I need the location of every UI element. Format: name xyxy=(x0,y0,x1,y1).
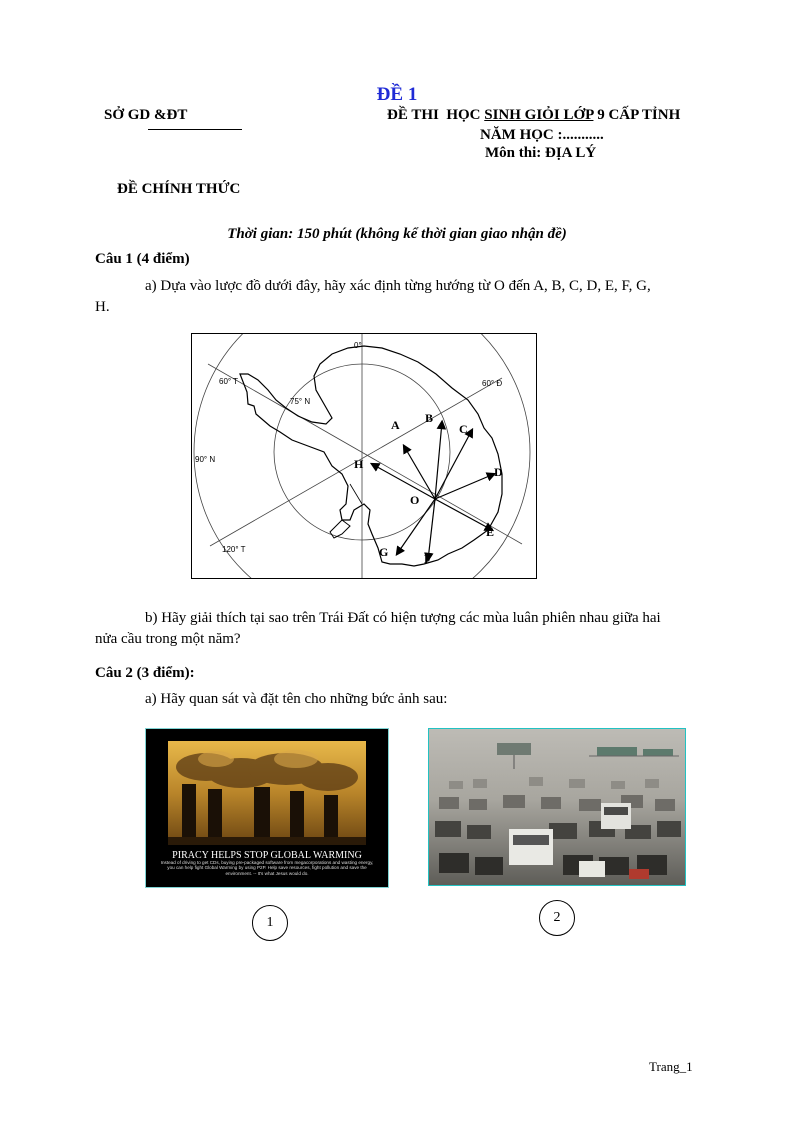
page-number: Trang_1 xyxy=(649,1059,693,1074)
question-1a-line1: a) Dựa vào lược đồ dưới đây, hãy xác định từng hướng từ O đến A, B, C, D, E, F, G, xyxy=(145,278,651,294)
label-60-east: 60° Đ xyxy=(482,379,503,388)
question-1b-line2: nửa cầu trong một năm? xyxy=(95,631,241,647)
antarctica-map-svg xyxy=(192,334,536,578)
label-90-south: 90° N xyxy=(195,455,216,464)
question-1-heading: Câu 1 (4 điểm) xyxy=(95,251,190,267)
question-1b-line1: b) Hãy giải thích tại sao trên Trái Đất có hiện tượng các mùa luân phiên nhau giữa hai xyxy=(145,610,661,626)
photo-1-smokestacks xyxy=(145,728,389,888)
exam-title xyxy=(387,107,680,124)
photo-2-image xyxy=(429,729,685,885)
point-g: G xyxy=(379,545,389,559)
point-f: F xyxy=(424,552,432,566)
point-a: A xyxy=(391,418,400,432)
photo-1-number: 1 xyxy=(252,905,288,941)
question-1a-line2: H. xyxy=(95,299,110,315)
point-b: B xyxy=(425,411,434,425)
label-75-south: 75° N xyxy=(290,397,311,406)
point-d: D xyxy=(494,465,503,479)
photo-2-traffic-smog xyxy=(428,728,686,886)
point-h: H xyxy=(354,457,364,471)
photo-1-image xyxy=(146,729,388,887)
direction-map-figure xyxy=(191,333,537,579)
question-2-heading: Câu 2 (3 điểm): xyxy=(95,665,195,681)
photo-2-number: 2 xyxy=(539,900,575,936)
photo-1-headline: PIRACY HELPS STOP GLOBAL WARMING xyxy=(172,850,362,861)
point-e: E xyxy=(486,525,495,539)
official-label: ĐỀ CHÍNH THỨC xyxy=(117,181,241,197)
exam-title-suffix: 9 CẤP TỈNH xyxy=(593,107,681,123)
department-underline xyxy=(148,129,242,130)
school-year: NĂM HỌC :........... xyxy=(480,127,604,143)
point-o: O xyxy=(410,493,420,507)
label-60-west: 60° T xyxy=(219,377,239,386)
exam-number-title: ĐỀ 1 xyxy=(376,84,418,105)
photo-1-caption: Instead of driving to get CDs, buying pre-packaged software from megacorporations and wasting energy, you can help fight Global Warming by using P2P. Help save resources, fight pollution and save the environment. -- It's what Jesus would do. xyxy=(160,860,374,876)
exam-time: Thời gian: 150 phút (không kể thời gian giao nhận đề) xyxy=(227,226,567,242)
label-0-degree: 0° xyxy=(354,341,362,350)
point-c: C xyxy=(459,422,468,436)
question-2a-text: a) Hãy quan sát và đặt tên cho những bức ảnh sau: xyxy=(145,691,448,707)
exam-title-underlined: SINH GIỎI LỚP xyxy=(484,107,594,123)
subject: Môn thi: ĐỊA LÝ xyxy=(485,145,597,161)
label-120-west: 120° T xyxy=(222,545,246,554)
department-label: SỞ GD &ĐT xyxy=(104,107,188,123)
exam-title-prefix: ĐỀ THI HỌC xyxy=(387,107,485,123)
